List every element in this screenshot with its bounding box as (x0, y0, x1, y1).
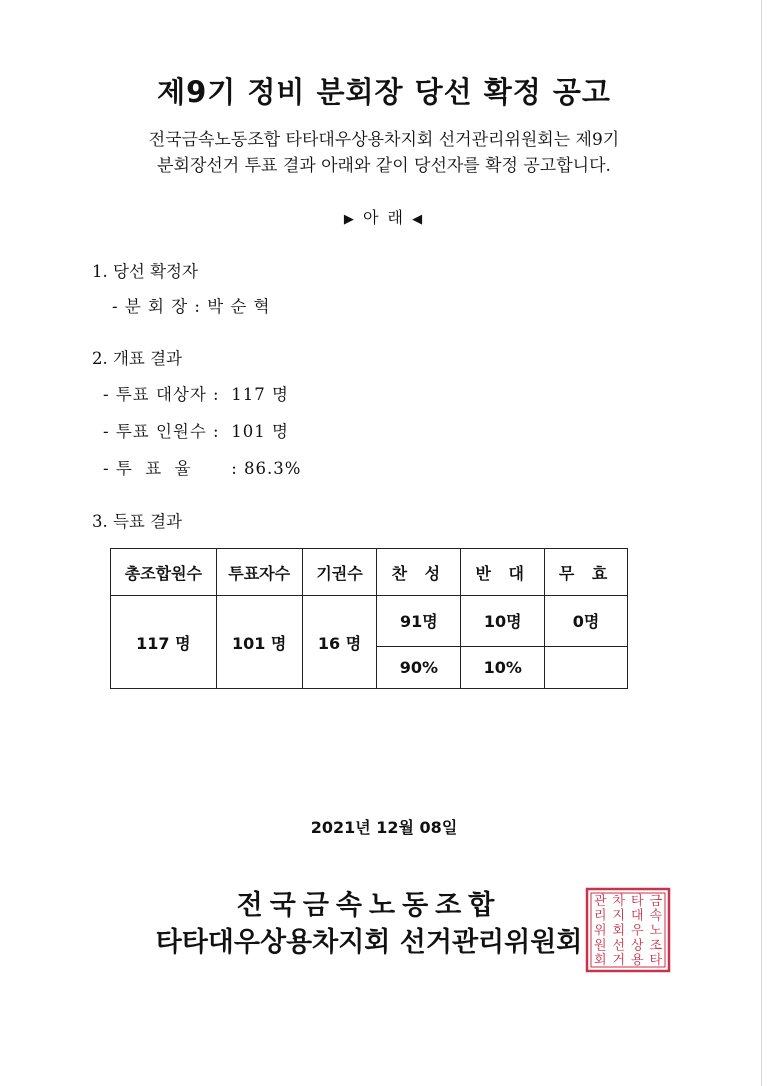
seal-glyph: 차 (612, 893, 626, 909)
section3-heading: 3. 득표 결과 (92, 512, 182, 531)
organization-name-line2: 타타대우상용차지회 선거관리위원회 (155, 927, 583, 958)
seal-glyph: 대 (631, 908, 644, 924)
seal-glyph: 우 (631, 923, 644, 939)
winner-label: - 분 회 장 : (112, 297, 201, 316)
left-triangle-icon: ◀ (412, 212, 425, 227)
header-yes: 찬 성 (377, 549, 461, 596)
header-voters: 투표자수 (216, 549, 302, 596)
seal-glyph: 지 (612, 908, 626, 924)
seal-glyph: 용 (631, 953, 644, 969)
seal-glyph: 회 (594, 953, 607, 969)
seal-glyph: 관 (594, 893, 607, 909)
seal-glyph: 금 (649, 893, 663, 909)
vote-results-table (110, 548, 628, 689)
header-no: 반 대 (461, 549, 545, 596)
header-invalid: 무 효 (545, 549, 628, 596)
seal-glyph: 속 (649, 908, 663, 924)
section1-heading: 1. 당선 확정자 (92, 262, 198, 281)
cell-no-pct: 10% (461, 646, 545, 688)
count-item-value: 101 명 (231, 422, 289, 441)
section2-heading: 2. 개표 결과 (92, 349, 182, 368)
cell-abstained: 16 명 (302, 596, 377, 689)
organization-name-line1: 전국금속노동조합 (236, 890, 502, 921)
cell-voters: 101 명 (216, 596, 302, 689)
intro-line-2: 분회장선거 투표 결과 아래와 같이 당선자를 확정 공고합니다. (157, 156, 611, 176)
seal-glyph: 조 (649, 938, 663, 954)
seal-glyph: 타 (649, 953, 663, 969)
cell-yes-count: 91명 (377, 596, 461, 647)
table-row (111, 596, 628, 647)
table-header-row (111, 549, 628, 596)
count-item-value: : 86.3% (231, 459, 302, 478)
count-item-label: - 투표 인원수 : (103, 422, 220, 441)
header-abstained: 기권수 (302, 549, 377, 596)
cell-total-members: 117 명 (111, 596, 217, 689)
intro-line-1: 전국금속노동조합 타타대우상용차지회 선거관리위원회는 제9기 (148, 130, 620, 150)
seal-glyph: 회 (612, 923, 626, 939)
seal-glyph: 타 (631, 893, 644, 909)
seal-glyph: 원 (594, 938, 607, 954)
header-total-members: 총조합원수 (111, 549, 217, 596)
notice-date: 2021년 12월 08일 (310, 818, 458, 837)
winner-item (112, 293, 271, 317)
count-item (103, 455, 301, 479)
cell-yes-pct: 90% (377, 646, 461, 688)
cell-invalid-count: 0명 (545, 596, 628, 647)
below-heading (0, 205, 768, 228)
seal-glyph: 위 (594, 923, 607, 939)
count-item-label: - 투 표 율 (103, 459, 192, 478)
seal-glyph: 거 (612, 953, 626, 969)
winner-name: 박 순 혁 (207, 297, 271, 316)
below-label: 아 래 (363, 208, 405, 227)
cell-no-count: 10명 (461, 596, 545, 647)
right-triangle-icon: ▶ (343, 212, 356, 227)
count-item (103, 418, 289, 442)
official-seal-stamp (584, 886, 672, 974)
seal-glyph: 상 (631, 938, 644, 954)
count-item-value: 117 명 (231, 385, 289, 404)
intro-paragraph (0, 127, 768, 179)
cell-invalid-pct (545, 646, 628, 688)
count-item-label: - 투표 대상자 : (103, 385, 220, 404)
seal-glyph: 선 (612, 938, 626, 954)
count-item (103, 381, 289, 405)
seal-glyph: 리 (594, 908, 607, 924)
seal-glyph: 노 (649, 923, 663, 939)
notice-title: 제9기 정비 분회장 당선 확정 공고 (157, 75, 611, 109)
